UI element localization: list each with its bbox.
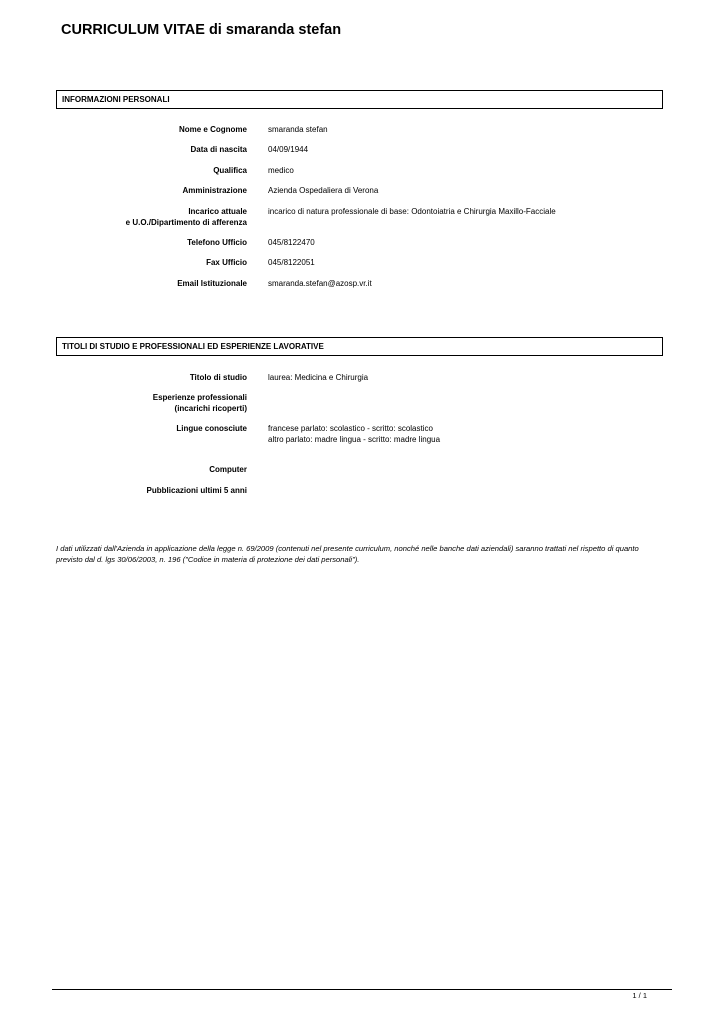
birth-value: 04/09/1944: [268, 145, 309, 154]
titolo-label: Titolo di studio: [189, 373, 247, 382]
phone-label: Telefono Ufficio: [187, 238, 247, 247]
lingue-label: Lingue conosciute: [176, 424, 247, 433]
name-value: smaranda stefan: [268, 125, 328, 134]
esperienze-label-line-1: Esperienze professionali: [152, 393, 247, 402]
admin-value: Azienda Ospedaliera di Verona: [268, 186, 379, 195]
section-header-personal: INFORMAZIONI PERSONALI: [56, 90, 663, 109]
incarico-label-line-2: e U.O./Dipartimento di afferenza: [125, 217, 247, 227]
incarico-label: [47, 207, 247, 228]
qualifica-label: Qualifica: [213, 166, 247, 175]
page-number: 1 / 1: [632, 991, 647, 1000]
lingue-value-line-1: francese parlato: scolastico - scritto: scolastico: [268, 424, 433, 433]
incarico-label-line-1: Incarico attuale: [188, 207, 247, 216]
footer-divider: [52, 989, 672, 990]
privacy-disclaimer: I dati utilizzati dall'Azienda in applicazione della legge n. 69/2009 (contenuti nel presente curriculum, nonché nelle banche dati aziendali) saranno trattati nel rispetto di quanto previsto dal d. lgs 30/06/2003, n. 196 ("Codice in materia di protezione dei dati personali").: [56, 544, 639, 564]
email-value: smaranda.stefan@azosp.vr.it: [268, 279, 372, 288]
lingue-value: [268, 424, 688, 445]
esperienze-label-line-2: (incarichi ricoperti): [174, 403, 247, 413]
fax-value: 045/8122051: [268, 258, 315, 267]
email-label: Email Istituzionale: [177, 279, 247, 288]
qualifica-value: medico: [268, 166, 294, 175]
computer-label: Computer: [209, 465, 247, 474]
incarico-value: incarico di natura professionale di base: Odontoiatria e Chirurgia Maxillo-Facciale: [268, 207, 556, 216]
admin-label: Amministrazione: [182, 186, 247, 195]
section-header-education: TITOLI DI STUDIO E PROFESSIONALI ED ESPERIENZE LAVORATIVE: [56, 337, 663, 356]
name-label: Nome e Cognome: [178, 125, 247, 134]
pubblicazioni-label: Pubblicazioni ultimi 5 anni: [146, 486, 247, 495]
fax-label: Fax Ufficio: [206, 258, 247, 267]
titolo-value: laurea: Medicina e Chirurgia: [268, 373, 369, 382]
birth-label: Data di nascita: [190, 145, 247, 154]
phone-value: 045/8122470: [268, 238, 315, 247]
page-title: CURRICULUM VITAE di smaranda stefan: [61, 22, 342, 38]
lingue-value-line-2: altro parlato: madre lingua - scritto: madre lingua: [268, 434, 441, 444]
esperienze-label: [47, 393, 247, 414]
